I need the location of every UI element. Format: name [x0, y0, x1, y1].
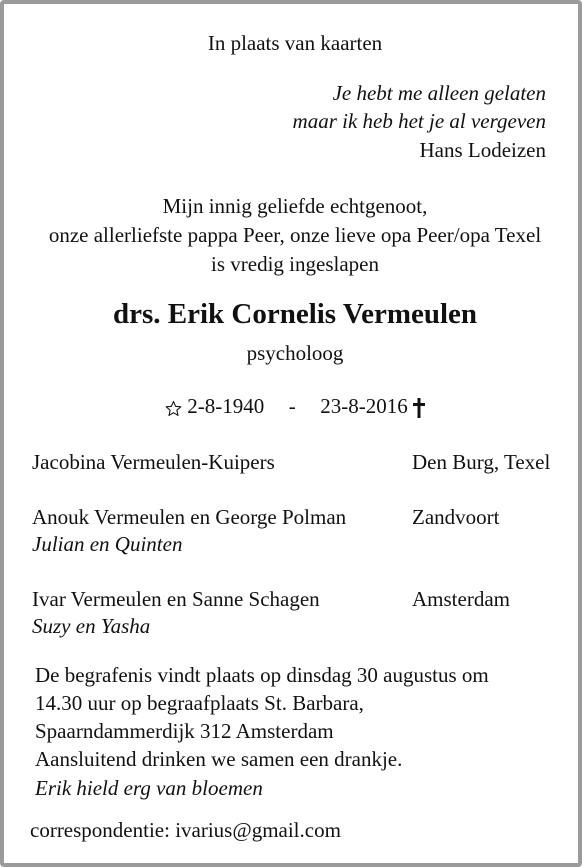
profession: psycholoog: [246, 341, 344, 365]
funeral-line-4: Aansluitend drinken we samen een drankje.: [35, 747, 403, 771]
funeral-line-3: Spaarndammerdijk 312 Amsterdam: [35, 719, 334, 743]
family-names-3: Ivar Vermeulen en Sanne Schagen: [32, 587, 320, 611]
family-names-1: Jacobina Vermeulen-Kuipers: [32, 450, 275, 474]
poem-line-1: Je hebt me alleen gelaten: [332, 81, 546, 105]
family-place-1: Den Burg, Texel: [412, 450, 551, 474]
correspondence-line: correspondentie: ivarius@gmail.com: [30, 818, 341, 842]
announcement-line-3: is vredig ingeslapen: [211, 252, 379, 276]
cross-icon: [413, 395, 425, 421]
star-icon: [165, 395, 182, 421]
announcement-line-1: Mijn innig geliefde echtgenoot,: [162, 194, 428, 218]
family-place-2: Zandvoort: [412, 505, 500, 529]
family-place-3: Amsterdam: [412, 587, 510, 611]
life-dates: [4, 393, 582, 421]
date-separator: -: [288, 394, 296, 418]
poem-line-2: maar ik heb het je al vergeven: [292, 109, 546, 133]
family-children-3: Suzy en Yasha: [32, 614, 151, 638]
death-date: 23-8-2016: [320, 394, 408, 418]
funeral-line-2: 14.30 uur op begraafplaats St. Barbara,: [35, 691, 364, 715]
family-names-2: Anouk Vermeulen en George Polman: [32, 505, 347, 529]
intro-text: In plaats van kaarten: [207, 31, 383, 55]
deceased-name: drs. Erik Cornelis Vermeulen: [112, 298, 478, 330]
announcement-line-2: onze allerliefste pappa Peer, onze lieve opa Peer/opa Texel: [48, 223, 542, 247]
poem-author: Hans Lodeizen: [419, 138, 546, 162]
funeral-line-1: De begrafenis vindt plaats op dinsdag 30 augustus om: [35, 663, 489, 687]
family-children-2: Julian en Quinten: [32, 532, 183, 556]
birth-date: 2-8-1940: [187, 394, 265, 418]
funeral-line-5: Erik hield erg van bloemen: [35, 776, 263, 800]
